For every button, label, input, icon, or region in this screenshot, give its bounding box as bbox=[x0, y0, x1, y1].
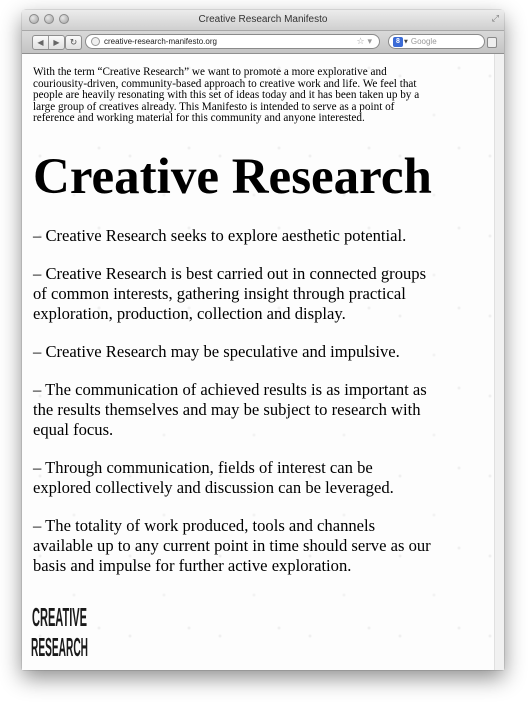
manifesto-item: – The communication of achieved results is as important as the results themselves and may be subject to research with equal focus. bbox=[33, 379, 427, 439]
search-field[interactable] bbox=[388, 34, 485, 49]
reload-icon: ↻ bbox=[69, 37, 78, 48]
intro-paragraph: With the term “Creative Research” we want to promote a more explorative and couriousity-driven, community-based approach to creative work and life. We feel that people are heavily resonating with this set of ideas today and it has been taken up by a large group of creatives already. This Manifesto is intended to serve as a point of reference and working material for this community and anyone interested. bbox=[33, 66, 420, 124]
creative-research-logo bbox=[30, 596, 90, 666]
page-content bbox=[22, 54, 504, 670]
address-bar[interactable] bbox=[85, 34, 380, 49]
manifesto-page bbox=[33, 54, 433, 576]
browser-toolbar bbox=[22, 31, 504, 54]
title-bar bbox=[22, 10, 504, 31]
manifesto-item: – Creative Research is best carried out in connected groups of common interests, gathering insight through practical exploration, production, collection and display. bbox=[33, 263, 427, 323]
reader-icon[interactable] bbox=[487, 37, 497, 48]
logo-line-1: CREATIVE bbox=[32, 602, 87, 632]
reload-button[interactable] bbox=[65, 35, 82, 50]
chevron-right-icon: ▶ bbox=[53, 38, 60, 47]
manifesto-item: – Creative Research seeks to explore aesthetic potential. bbox=[33, 225, 407, 245]
globe-icon bbox=[91, 37, 100, 46]
search-engine-icon[interactable]: 8 bbox=[393, 37, 403, 47]
fullscreen-icon[interactable]: ⤢ bbox=[491, 14, 499, 24]
window-title: Creative Research Manifesto bbox=[198, 14, 328, 25]
vertical-scrollbar[interactable] bbox=[494, 54, 504, 670]
search-placeholder: Google bbox=[410, 37, 437, 46]
page-title: Creative Research bbox=[33, 148, 432, 205]
manifesto-item: – The totality of work produced, tools and channels available up to any current point in time should serve as our basis and impulse for further active exploration. bbox=[33, 515, 431, 575]
chevron-down-icon: ▼ bbox=[404, 38, 408, 45]
url-text[interactable]: creative-research-manifesto.org bbox=[104, 37, 217, 46]
forward-button[interactable] bbox=[48, 36, 64, 49]
browser-window bbox=[22, 10, 504, 670]
back-button[interactable] bbox=[33, 36, 48, 49]
manifesto-item: – Through communication, fields of interest can be explored collectively and discussion can be leveraged. bbox=[33, 457, 394, 497]
nav-buttons bbox=[32, 35, 65, 50]
chevron-left-icon: ◀ bbox=[37, 38, 44, 47]
logo-line-2: RESEARCH bbox=[31, 632, 88, 662]
bookmark-star-icon[interactable]: ☆ ▾ bbox=[356, 36, 372, 47]
manifesto-item: – Creative Research may be speculative and impulsive. bbox=[33, 341, 400, 361]
